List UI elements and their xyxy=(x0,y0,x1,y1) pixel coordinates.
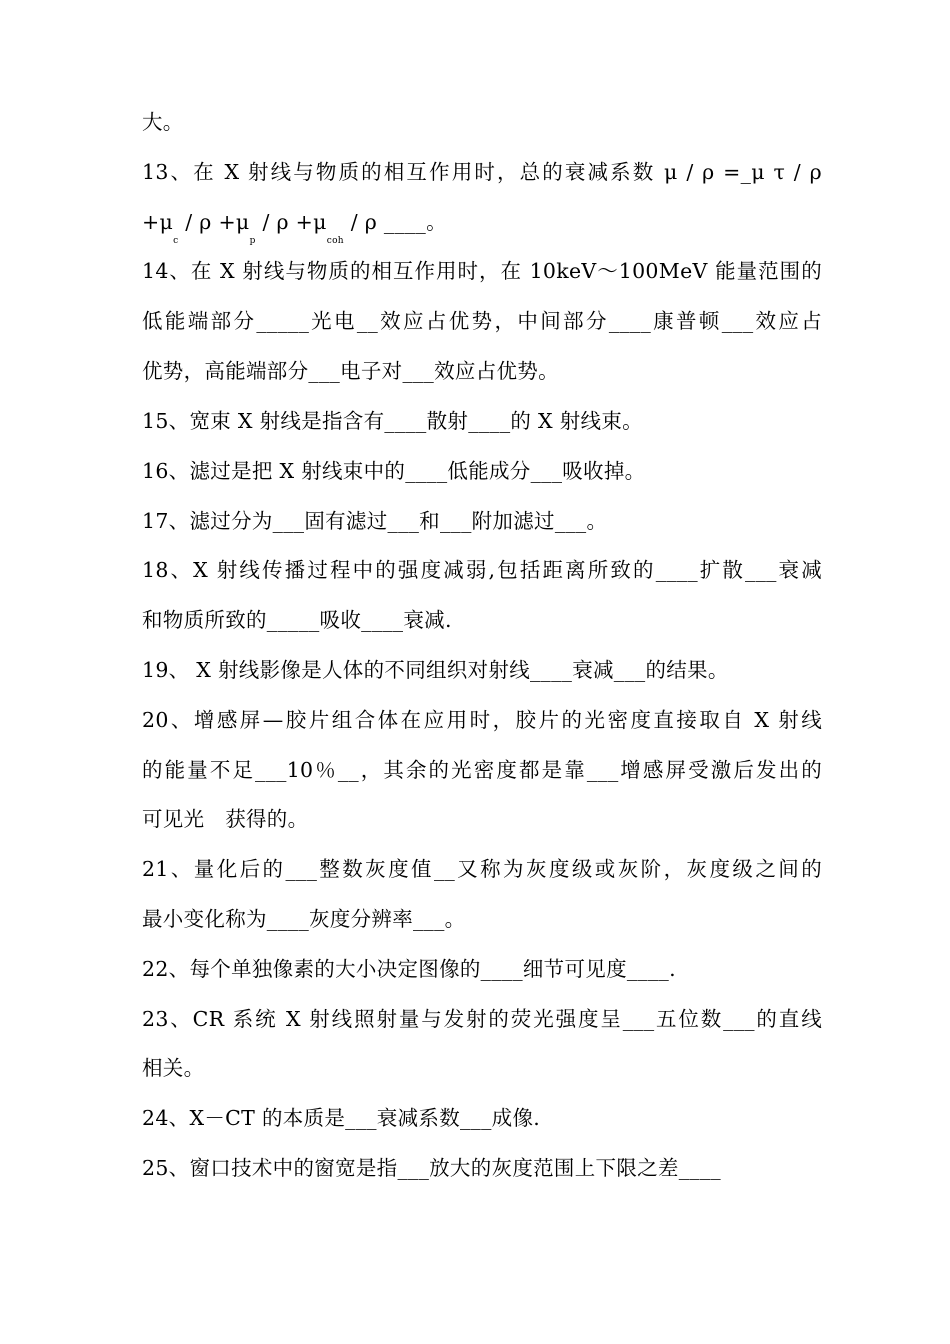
text-line: 22、每个单独像素的大小决定图像的____细节可见度____. xyxy=(142,957,676,981)
text-line: 13、在 X 射线与物质的相互作用时，总的衰减系数 μ / ρ =_μ τ / ρ xyxy=(142,160,822,184)
text-line: 23、CR 系统 X 射线照射量与发射的荧光强度呈___五位数___的直线 xyxy=(142,1007,822,1031)
formula-part: +μ xyxy=(142,210,174,234)
subscript: c xyxy=(173,236,179,246)
text-line: 17、滤过分为___固有滤过___和___附加滤过___。 xyxy=(142,509,608,533)
text-line: 18、X 射线传播过程中的强度减弱,包括距离所致的____扩散___衰减 xyxy=(142,558,822,582)
text-line: 20、增感屏—胶片组合体在应用时，胶片的光密度直接取自 X 射线 xyxy=(142,708,822,732)
text-line: 14、在 X 射线与物质的相互作用时，在 10keV～100MeV 能量范围的 xyxy=(142,259,822,283)
subscript: coh xyxy=(326,236,344,246)
text-line: 和物质所致的_____吸收____衰减. xyxy=(142,608,452,632)
text-line: 可见光 获得的。 xyxy=(142,807,309,831)
text-line: 16、滤过是把 X 射线束中的____低能成分___吸收掉。 xyxy=(142,459,646,483)
text-line: 最小变化称为____灰度分辨率___。 xyxy=(142,907,466,931)
formula-part: / ρ +μ xyxy=(178,210,250,234)
text-line: 相关。 xyxy=(142,1056,205,1080)
text-line: 低能端部分_____光电__效应占优势，中间部分____康普顿___效应占 xyxy=(142,309,822,333)
formula-part: / ρ ____。 xyxy=(343,210,447,234)
text-line: 优势，高能端部分___电子对___效应占优势。 xyxy=(142,359,559,383)
text-line: 19、 X 射线影像是人体的不同组织对射线____衰减___的结果。 xyxy=(142,658,729,682)
text-line: 的能量不足___10％__，其余的光密度都是靠___增感屏受激后发出的 xyxy=(142,758,822,782)
formula-line xyxy=(142,208,822,246)
formula-part: / ρ +μ xyxy=(255,210,327,234)
text-line: 25、窗口技术中的窗宽是指___放大的灰度范围上下限之差____ xyxy=(142,1156,721,1180)
text-line: 21、量化后的___整数灰度值__又称为灰度级或灰阶，灰度级之间的 xyxy=(142,857,822,881)
text-line: 24、X－CT 的本质是___衰减系数___成像. xyxy=(142,1106,541,1130)
subscript: p xyxy=(249,236,256,246)
text-line: 大。 xyxy=(142,110,184,134)
text-line: 15、宽束 X 射线是指含有____散射____的 X 射线束。 xyxy=(142,409,643,433)
